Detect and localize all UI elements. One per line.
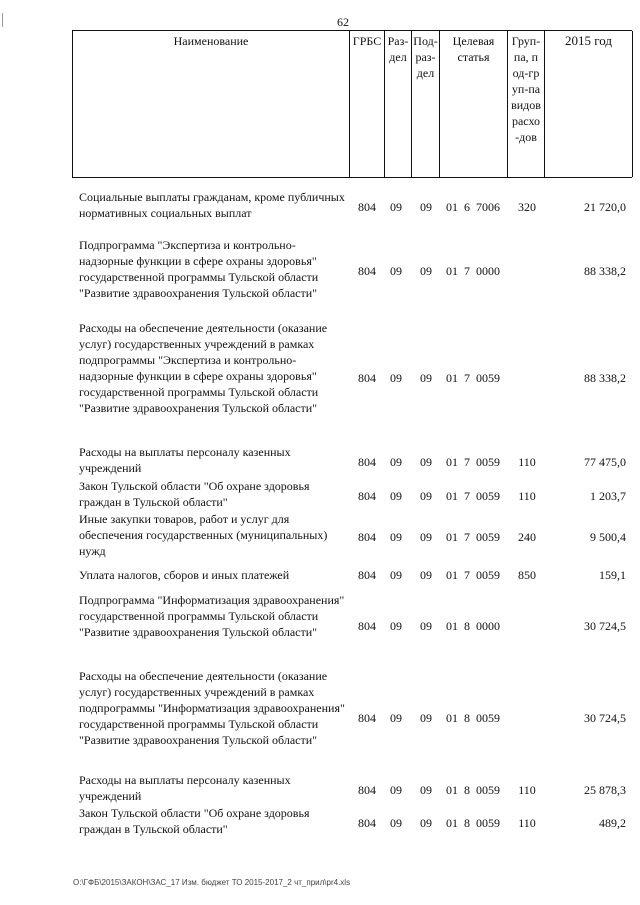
row-amount: 489,2 (599, 816, 626, 830)
table-row (0, 668, 640, 764)
row-target: 01 7 0059 (446, 371, 500, 385)
row-razdel: 09 (390, 489, 402, 503)
row-target: 01 8 0059 (446, 711, 500, 725)
row-target: 01 7 0059 (446, 568, 500, 582)
header-target: Целевая статья (440, 31, 508, 177)
row-grbs: 804 (358, 200, 376, 214)
row-group: 850 (518, 568, 536, 582)
row-razdel: 09 (390, 455, 402, 469)
row-amount: 9 500,4 (590, 530, 626, 544)
row-amount: 77 475,0 (584, 455, 626, 469)
row-razdel: 09 (390, 816, 402, 830)
row-podrazdel: 09 (420, 371, 432, 385)
row-razdel: 09 (390, 568, 402, 582)
row-name: Уплата налогов, сборов и иных платежей (79, 568, 290, 582)
row-podrazdel: 09 (420, 489, 432, 503)
row-podrazdel: 09 (420, 200, 432, 214)
row-amount: 30 724,5 (584, 619, 626, 633)
row-grbs: 804 (358, 783, 376, 797)
table-row (0, 511, 640, 559)
row-name: Социальные выплаты гражданам, кроме публичных нормативных социальных выплат (79, 190, 345, 220)
row-group: 110 (518, 783, 536, 797)
row-name: Закон Тульской области "Об охране здоровья граждан в Тульской области" (79, 806, 310, 836)
row-name: Закон Тульской области "Об охране здоровья граждан в Тульской области" (79, 479, 310, 509)
table-row (0, 320, 640, 432)
row-amount: 25 878,3 (584, 783, 626, 797)
row-name: Подпрограмма "Экспертиза и контрольно-надзорные функции в сфере охраны здоровья" государственной программы Тульской области "Развитие здравоохранения Тульской области" (79, 238, 319, 300)
row-grbs: 804 (358, 455, 376, 469)
row-grbs: 804 (358, 711, 376, 725)
table-row (0, 592, 640, 656)
row-amount: 159,1 (599, 568, 626, 582)
row-amount: 30 724,5 (584, 711, 626, 725)
row-grbs: 804 (358, 568, 376, 582)
row-razdel: 09 (390, 371, 402, 385)
row-name: Расходы на выплаты персоналу казенных учреждений (79, 445, 291, 475)
row-target: 01 8 0000 (446, 619, 500, 633)
row-grbs: 804 (358, 619, 376, 633)
page-number: 62 (337, 15, 349, 29)
table-row (0, 805, 640, 837)
row-amount: 1 203,7 (590, 489, 626, 503)
header-razdel: Раз-дел (385, 31, 412, 177)
row-razdel: 09 (390, 711, 402, 725)
table-row (0, 478, 640, 510)
header-year: 2015 год (545, 31, 633, 177)
row-podrazdel: 09 (420, 455, 432, 469)
row-podrazdel: 09 (420, 816, 432, 830)
table-row (0, 237, 640, 301)
row-group: 110 (518, 489, 536, 503)
table-row (0, 444, 640, 476)
row-amount: 21 720,0 (584, 200, 626, 214)
row-amount: 88 338,2 (584, 371, 626, 385)
row-podrazdel: 09 (420, 568, 432, 582)
row-target: 01 7 0059 (446, 489, 500, 503)
header-group: Груп-па, под-груп-па видов расхо-дов (508, 31, 545, 177)
header-podrazdel: Под-раз-дел (412, 31, 440, 177)
row-grbs: 804 (358, 816, 376, 830)
header-grbs: ГРБС (350, 31, 385, 177)
row-grbs: 804 (358, 489, 376, 503)
row-name: Иные закупки товаров, работ и услуг для обеспечения государственных (муниципальных) нужд (79, 512, 328, 558)
table-row (0, 189, 640, 221)
row-name: Подпрограмма "Информатизация здравоохранения" государственной программы Тульской области "Развитие здравоохранения Тульской области" (79, 593, 345, 639)
row-target: 01 7 0000 (446, 264, 500, 278)
row-podrazdel: 09 (420, 711, 432, 725)
row-grbs: 804 (358, 530, 376, 544)
row-razdel: 09 (390, 783, 402, 797)
row-group: 110 (518, 816, 536, 830)
row-target: 01 8 0059 (446, 783, 500, 797)
table-row (0, 567, 640, 583)
row-target: 01 7 0059 (446, 455, 500, 469)
row-target: 01 7 0059 (446, 530, 500, 544)
row-target: 01 6 7006 (446, 200, 500, 214)
row-group: 320 (518, 200, 536, 214)
row-razdel: 09 (390, 619, 402, 633)
row-podrazdel: 09 (420, 530, 432, 544)
row-group: 240 (518, 530, 536, 544)
row-name: Расходы на выплаты персоналу казенных учреждений (79, 773, 291, 803)
row-name: Расходы на обеспечение деятельности (оказание услуг) государственных учреждений в рамках подпрограммы "Экспертиза и контрольно-надзорные функции в сфере охраны здоровья" государственной программы Тульской области "Развитие здравоохранения Тульской области" (79, 321, 328, 415)
row-amount: 88 338,2 (584, 264, 626, 278)
row-target: 01 8 0059 (446, 816, 500, 830)
row-podrazdel: 09 (420, 619, 432, 633)
row-grbs: 804 (358, 371, 376, 385)
row-razdel: 09 (390, 264, 402, 278)
row-grbs: 804 (358, 264, 376, 278)
row-podrazdel: 09 (420, 783, 432, 797)
row-podrazdel: 09 (420, 264, 432, 278)
table-row (0, 772, 640, 804)
row-razdel: 09 (390, 200, 402, 214)
file-path-footer: O:\ГФБ\2015\ЗАКОН\ЗАС_17 Изм. бюджет ТО 2015-2017_2 чт_прил\pr4.xls (73, 878, 351, 887)
row-razdel: 09 (390, 530, 402, 544)
header-name: Наименование (73, 31, 350, 177)
row-group: 110 (518, 455, 536, 469)
row-name: Расходы на обеспечение деятельности (оказание услуг) государственных учреждений в рамках подпрограммы "Информатизация здравоохранения" государственной программы Тульской области "Развитие здравоохранения Тульской области" (79, 669, 345, 747)
